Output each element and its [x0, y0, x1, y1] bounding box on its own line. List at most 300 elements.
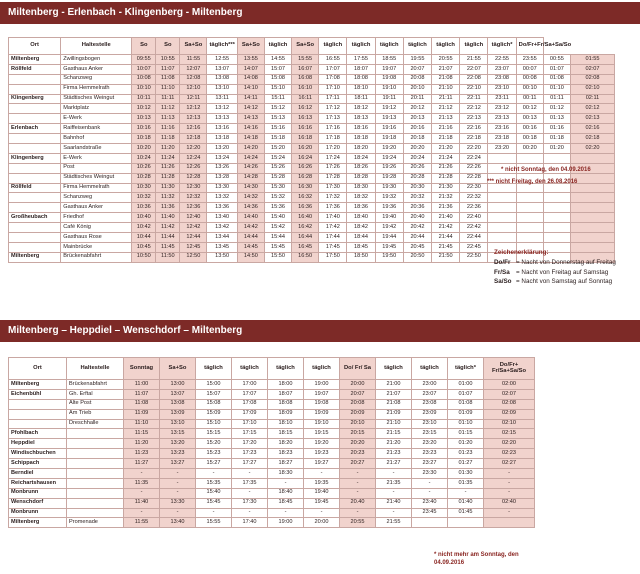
time-cell: 18:00	[268, 380, 304, 390]
time-cell: 23:08	[488, 74, 516, 84]
time-cell: 15:08	[264, 74, 291, 84]
time-cell: 18:42	[347, 223, 375, 233]
time-cell: 01:08	[543, 74, 570, 84]
time-cell: 10:16	[132, 124, 156, 134]
time-cell: 12:13	[180, 114, 207, 124]
time-cell: 10:11	[132, 94, 156, 104]
time-cell: 21:07	[432, 64, 460, 74]
time-cell: 01:13	[543, 114, 570, 124]
place-cell: Reichartshausen	[9, 478, 67, 488]
time-cell: 02:13	[570, 114, 614, 124]
time-cell: 16:28	[292, 173, 319, 183]
time-cell: 14:08	[237, 74, 264, 84]
time-cell: 12:16	[180, 124, 207, 134]
time-cell: 14:40	[237, 213, 264, 223]
time-cell: -	[232, 488, 268, 498]
time-cell: 01:30	[448, 469, 484, 479]
t1-note-sunday: * nicht Sonntag, den 04.09.2016	[501, 167, 591, 173]
time-cell: 18:07	[347, 64, 375, 74]
time-cell: 17:28	[319, 173, 347, 183]
column-header: Ort	[9, 358, 67, 380]
time-cell: -	[304, 469, 340, 479]
time-cell: 15:44	[264, 233, 291, 243]
place-cell	[9, 233, 61, 243]
time-cell: 02:00	[484, 380, 535, 390]
time-cell: -	[160, 488, 196, 498]
place-cell	[9, 203, 61, 213]
time-cell: 22:32	[460, 193, 488, 203]
time-cell: 21:15	[376, 429, 412, 439]
time-cell: 22:42	[460, 223, 488, 233]
time-cell: 17:15	[232, 429, 268, 439]
time-cell: 13:08	[160, 399, 196, 409]
table-row	[9, 380, 535, 390]
time-cell: 18:45	[268, 498, 304, 508]
time-cell: 11:16	[156, 124, 180, 134]
place-cell: Miltenberg	[9, 518, 67, 528]
time-cell: 15:55	[292, 55, 319, 65]
time-cell: 13:07	[160, 389, 196, 399]
time-cell: 15:20	[264, 144, 291, 154]
stop-cell: Raiffeisenbank	[61, 124, 132, 134]
time-cell: -	[196, 469, 232, 479]
time-cell: 18:40	[347, 213, 375, 223]
time-cell: 18:08	[347, 74, 375, 84]
time-cell: 13:27	[160, 459, 196, 469]
table-row	[9, 94, 615, 104]
time-cell: 10:12	[132, 104, 156, 114]
time-cell: 10:26	[132, 163, 156, 173]
time-cell: 13:12	[207, 104, 237, 114]
time-cell: 19:24	[375, 153, 403, 163]
time-cell: 09:55	[132, 55, 156, 65]
table-row	[9, 74, 615, 84]
time-cell: 23:20	[412, 439, 448, 449]
time-cell	[570, 233, 614, 243]
place-cell: Monbrunn	[9, 488, 67, 498]
time-cell: 19:00	[268, 518, 304, 528]
time-cell: 17:07	[319, 64, 347, 74]
time-cell: 01:55	[570, 55, 614, 65]
time-cell: 12:40	[180, 213, 207, 223]
table-row	[9, 104, 615, 114]
column-header: Sa+So	[292, 38, 319, 55]
place-cell: Windischbuchen	[9, 449, 67, 459]
time-cell: 16:55	[319, 55, 347, 65]
time-cell: 14:55	[264, 55, 291, 65]
place-cell	[9, 409, 67, 419]
time-cell: 13:07	[207, 64, 237, 74]
time-cell: 15:24	[264, 153, 291, 163]
time-cell: 22:18	[460, 134, 488, 144]
time-cell: 15:15	[196, 429, 232, 439]
time-cell: 21:40	[376, 498, 412, 508]
time-cell: 02:40	[484, 498, 535, 508]
time-cell: 19:55	[403, 55, 431, 65]
place-cell: Großheubach	[9, 213, 61, 223]
time-cell: 12:45	[180, 242, 207, 252]
stop-cell: Am Trieb	[67, 409, 124, 419]
time-cell: 01:09	[448, 409, 484, 419]
time-cell: 22:12	[460, 104, 488, 114]
time-cell: 20:42	[403, 223, 431, 233]
time-cell: 22:24	[460, 153, 488, 163]
time-cell: 22:26	[460, 163, 488, 173]
time-cell: 01:10	[448, 419, 484, 429]
column-header: täglich	[232, 358, 268, 380]
table-row	[9, 203, 615, 213]
time-cell: -	[484, 488, 535, 498]
time-cell: 17:16	[319, 124, 347, 134]
time-cell: 18:40	[268, 488, 304, 498]
time-cell: -	[340, 478, 376, 488]
time-cell: 19:08	[375, 74, 403, 84]
stop-cell	[67, 488, 124, 498]
time-cell: 11:32	[156, 193, 180, 203]
time-cell: 01:10	[543, 84, 570, 94]
place-cell: Heppdiel	[9, 439, 67, 449]
time-cell: 21:23	[376, 449, 412, 459]
time-cell: 16:11	[292, 94, 319, 104]
time-cell: 17:50	[319, 252, 347, 262]
time-cell	[484, 518, 535, 528]
time-cell	[412, 518, 448, 528]
time-cell: 19:45	[304, 498, 340, 508]
time-cell: 23:55	[516, 55, 543, 65]
t2-banner	[0, 320, 640, 342]
table-row	[9, 478, 535, 488]
time-cell: -	[340, 488, 376, 498]
time-cell: 20:30	[403, 183, 431, 193]
time-cell: 21:55	[376, 518, 412, 528]
time-cell: 14:12	[237, 104, 264, 114]
time-cell	[488, 193, 516, 203]
time-cell: 18:30	[347, 183, 375, 193]
time-cell: 19:13	[375, 114, 403, 124]
time-cell: 15:07	[196, 389, 232, 399]
time-cell: 00:12	[516, 104, 543, 114]
time-cell: 21:30	[432, 183, 460, 193]
time-cell: 10:07	[132, 64, 156, 74]
time-cell	[488, 233, 516, 243]
table-row	[9, 409, 535, 419]
place-cell: Erlenbach	[9, 124, 61, 134]
time-cell: 17:42	[319, 223, 347, 233]
time-cell: 20:10	[403, 84, 431, 94]
time-cell: 21:10	[432, 84, 460, 94]
time-cell: 19:44	[375, 233, 403, 243]
time-cell: 10:45	[132, 242, 156, 252]
time-cell: 12:08	[180, 74, 207, 84]
time-cell: 16:13	[292, 114, 319, 124]
time-cell: 10:36	[132, 203, 156, 213]
time-cell: 21:00	[376, 380, 412, 390]
time-cell: 19:45	[375, 242, 403, 252]
time-cell: 11:08	[124, 399, 160, 409]
stop-cell: Firma Hemmelrath	[61, 84, 132, 94]
time-cell: 17:08	[319, 74, 347, 84]
time-cell: 16:08	[292, 74, 319, 84]
time-cell	[570, 153, 614, 163]
time-cell: 23:07	[412, 389, 448, 399]
stop-cell: Bahnhof	[61, 134, 132, 144]
time-cell	[488, 213, 516, 223]
time-cell: 12:24	[180, 153, 207, 163]
time-cell: 14:50	[237, 252, 264, 262]
time-cell: -	[232, 469, 268, 479]
stop-cell: Städtisches Weingut	[61, 94, 132, 104]
time-cell: 21:10	[376, 419, 412, 429]
time-cell: 21:44	[432, 233, 460, 243]
time-cell: 11:15	[124, 429, 160, 439]
timetable-1	[8, 37, 615, 263]
time-cell: 12:18	[180, 134, 207, 144]
time-cell: 13:16	[207, 124, 237, 134]
time-cell: 23:08	[412, 399, 448, 409]
time-cell: 01:20	[448, 439, 484, 449]
time-cell: 21:27	[376, 459, 412, 469]
time-cell: 23:12	[488, 104, 516, 114]
table-row	[9, 153, 615, 163]
time-cell: 19:12	[375, 104, 403, 114]
legend-item: Do/Fr = Nacht von Donnerstag auf Freitag	[494, 258, 616, 266]
table-row	[9, 193, 615, 203]
legend-item: Sa/So = Nacht von Samstag auf Sonntag	[494, 278, 613, 286]
time-cell: 00:10	[516, 84, 543, 94]
time-cell: 17:27	[232, 459, 268, 469]
place-cell: Miltenberg	[9, 380, 67, 390]
time-cell: 11:42	[156, 223, 180, 233]
time-cell	[543, 233, 570, 243]
time-cell: 20:27	[340, 459, 376, 469]
column-header: täglich	[268, 358, 304, 380]
time-cell: 17:20	[319, 144, 347, 154]
time-cell: 20.40	[340, 498, 376, 508]
time-cell: 20:00	[304, 518, 340, 528]
time-cell: 20:36	[403, 203, 431, 213]
time-cell: 20:07	[403, 64, 431, 74]
time-cell: 20:00	[340, 380, 376, 390]
time-cell: 17:44	[319, 233, 347, 243]
column-header: So	[132, 38, 156, 55]
time-cell: 14:24	[237, 153, 264, 163]
time-cell: 17:08	[232, 399, 268, 409]
time-cell: 21:50	[432, 252, 460, 262]
time-cell: 18:18	[347, 134, 375, 144]
table-row	[9, 518, 535, 528]
time-cell: 17:00	[232, 380, 268, 390]
time-cell: 21:26	[432, 163, 460, 173]
time-cell: 19:07	[375, 64, 403, 74]
time-cell: 01:40	[448, 498, 484, 508]
time-cell: 13:13	[207, 114, 237, 124]
time-cell	[488, 203, 516, 213]
time-cell: 12:12	[180, 104, 207, 114]
time-cell: 20:08	[340, 399, 376, 409]
time-cell: 12:42	[180, 223, 207, 233]
column-header: Sa+So	[180, 38, 207, 55]
time-cell: -	[124, 469, 160, 479]
time-cell: 22:07	[460, 64, 488, 74]
column-header: Sa+So	[237, 38, 264, 55]
time-cell	[543, 223, 570, 233]
column-header: So	[156, 38, 180, 55]
time-cell: 18:20	[347, 144, 375, 154]
time-cell: 21:55	[460, 55, 488, 65]
time-cell: 17:10	[232, 419, 268, 429]
table-row	[9, 469, 535, 479]
time-cell: 15:27	[196, 459, 232, 469]
time-cell: 21:20	[376, 439, 412, 449]
time-cell: 18:55	[375, 55, 403, 65]
stop-cell	[67, 469, 124, 479]
time-cell: 11:10	[124, 419, 160, 429]
time-cell: -	[124, 488, 160, 498]
time-cell: 17:40	[232, 518, 268, 528]
time-cell: 10:18	[132, 134, 156, 144]
time-cell: 11:44	[156, 233, 180, 243]
time-cell: 10:40	[132, 213, 156, 223]
stop-cell: Marktplatz	[61, 104, 132, 114]
time-cell: 23:45	[412, 508, 448, 518]
time-cell: 00:55	[543, 55, 570, 65]
time-cell	[516, 223, 543, 233]
time-cell: 15:40	[196, 488, 232, 498]
stop-cell: Promenade	[67, 518, 124, 528]
time-cell: 23:40	[412, 498, 448, 508]
time-cell: -	[232, 508, 268, 518]
stop-cell: Gh. Erftal	[67, 389, 124, 399]
time-cell: 23:23	[412, 449, 448, 459]
place-cell: Miltenberg	[9, 252, 61, 262]
column-header: täglich	[347, 38, 375, 55]
time-cell: 11:23	[124, 449, 160, 459]
place-cell: Berndiel	[9, 469, 67, 479]
time-cell: 23:11	[488, 94, 516, 104]
time-cell: -	[340, 508, 376, 518]
time-cell: 21:16	[432, 124, 460, 134]
time-cell: 21:18	[432, 134, 460, 144]
time-cell: 21:09	[376, 409, 412, 419]
stop-cell	[67, 478, 124, 488]
time-cell: 13:32	[207, 193, 237, 203]
time-cell: 11:36	[156, 203, 180, 213]
time-cell: 20:18	[403, 134, 431, 144]
time-cell: 20:11	[403, 94, 431, 104]
place-cell	[9, 134, 61, 144]
time-cell	[516, 203, 543, 213]
time-cell: 18:23	[268, 449, 304, 459]
time-cell: 18:24	[347, 153, 375, 163]
time-cell: 02:15	[484, 429, 535, 439]
time-cell: 15:16	[264, 124, 291, 134]
table-row	[9, 449, 535, 459]
time-cell: 02:08	[484, 399, 535, 409]
time-cell: 18:44	[347, 233, 375, 243]
time-cell: 14:07	[237, 64, 264, 74]
time-cell: 13:44	[207, 233, 237, 243]
time-cell: 11:08	[156, 74, 180, 84]
time-cell: 11:40	[124, 498, 160, 508]
time-cell: 10:28	[132, 173, 156, 183]
time-cell: 01:45	[448, 508, 484, 518]
column-header: Do/Fr+Fr/Sa+Sa/So	[516, 38, 543, 55]
column-header: täglich	[304, 358, 340, 380]
time-cell: 16:32	[292, 193, 319, 203]
time-cell: 12:28	[180, 173, 207, 183]
time-cell: 15:45	[196, 498, 232, 508]
time-cell: 10:55	[156, 55, 180, 65]
time-cell: 02:23	[484, 449, 535, 459]
column-header: Haltestelle	[67, 358, 124, 380]
time-cell: 11:10	[156, 84, 180, 94]
time-cell: 16:16	[292, 124, 319, 134]
time-cell: 10:50	[132, 252, 156, 262]
time-cell: 17:32	[319, 193, 347, 203]
time-cell: 19:09	[304, 409, 340, 419]
time-cell: 00:16	[516, 124, 543, 134]
table-row	[9, 389, 535, 399]
time-cell: 20:26	[403, 163, 431, 173]
time-cell: 01:27	[448, 459, 484, 469]
stop-cell	[67, 459, 124, 469]
column-header: täglich	[264, 38, 291, 55]
time-cell: 10:10	[132, 84, 156, 94]
time-cell: 17:24	[319, 153, 347, 163]
time-cell: 00:18	[516, 134, 543, 144]
time-cell: 18:09	[268, 409, 304, 419]
time-cell: 15:40	[264, 213, 291, 223]
time-cell: 14:30	[237, 183, 264, 193]
time-cell: -	[412, 488, 448, 498]
table-row	[9, 233, 615, 243]
time-cell: 19:30	[375, 183, 403, 193]
time-cell: 19:18	[375, 134, 403, 144]
time-cell: 22:20	[460, 144, 488, 154]
time-cell: 13:15	[160, 429, 196, 439]
time-cell: 23:30	[412, 469, 448, 479]
time-cell: 17:26	[319, 163, 347, 173]
time-cell: 15:42	[264, 223, 291, 233]
time-cell: 02:20	[484, 439, 535, 449]
time-cell: 21:28	[432, 173, 460, 183]
table-row	[9, 64, 615, 74]
table-row	[9, 399, 535, 409]
time-cell: 18:20	[268, 439, 304, 449]
time-cell: 19:10	[304, 419, 340, 429]
time-cell: 11:40	[156, 213, 180, 223]
time-cell: 15:36	[264, 203, 291, 213]
time-cell: 11:11	[156, 94, 180, 104]
time-cell: 23:09	[412, 409, 448, 419]
time-cell: 16:30	[292, 183, 319, 193]
column-header: täglich	[375, 38, 403, 55]
time-cell: 13:23	[160, 449, 196, 459]
time-cell: 20:28	[403, 173, 431, 183]
time-cell: -	[268, 478, 304, 488]
time-cell: 23:07	[488, 64, 516, 74]
time-cell: 19:16	[375, 124, 403, 134]
time-cell	[543, 203, 570, 213]
time-cell: 11:55	[124, 518, 160, 528]
time-cell: 17:36	[319, 203, 347, 213]
column-header: täglich	[460, 38, 488, 55]
time-cell: 15:18	[264, 134, 291, 144]
column-header: täglich	[376, 358, 412, 380]
time-cell: 19:08	[304, 399, 340, 409]
time-cell: 01:00	[448, 380, 484, 390]
time-cell: -	[196, 508, 232, 518]
